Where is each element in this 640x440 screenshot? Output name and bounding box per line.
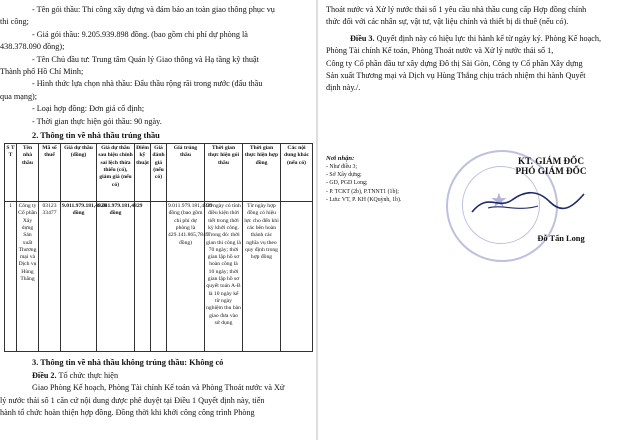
text-line: thức đối với các nhân sự, vật tư, vật liệu chính và thiết bị di thuê (nếu có). bbox=[326, 17, 569, 27]
seal-star-icon: ★ bbox=[490, 190, 508, 212]
section-heading: 3. Thông tin về nhà thầu không trúng thầu: Không có bbox=[32, 358, 224, 368]
col-header-score: Điểm kỹ thuật bbox=[135, 144, 151, 202]
col-header-other: Các nội dung khác (nếu có) bbox=[281, 144, 313, 202]
text-line: - Loại hợp đồng: Đơn giá cố định; bbox=[32, 104, 145, 114]
text-line: thi công; bbox=[0, 17, 29, 27]
text-line: - Hình thức lựa chọn nhà thầu: Đấu thầu rộng rãi trong nước (đấu thầu bbox=[32, 79, 263, 89]
cell-win: 9.011.979.181,4829 đồng (bao gồm chi phí dự phòng là 429.141.865,7849 đồng) bbox=[167, 202, 205, 352]
text-line: Sản xuất Thương mại và Dịch vụ Hùng Thắng chịu trách nhiệm thi hành Quyết bbox=[326, 71, 586, 81]
right-page bbox=[318, 0, 640, 440]
text-line: - Tên Chủ đầu tư: Trung tâm Quản lý Giao thông và Hạ tầng kỹ thuật bbox=[32, 54, 259, 64]
text-line: Giao Phòng Kế hoạch, Phòng Tài chính Kế toán và Phòng Thoát nước và Xử bbox=[32, 383, 285, 393]
col-header-bid: Giá dự thầu (đồng) bbox=[61, 144, 97, 202]
recipient-item: - Lưu: VT, P. KH (KQuỳnh, 1b). bbox=[326, 196, 402, 203]
text-line: lý nước thải số 1 căn cứ nội dung được phê duyệt tại Điều 1 Quyết định này, tiến bbox=[0, 395, 265, 405]
text-line: qua mạng); bbox=[0, 91, 38, 101]
cell-other bbox=[281, 202, 313, 352]
text-line: - Giá gói thầu: 9.205.939.898 đồng. (bao gồm chi phí dự phòng là bbox=[32, 29, 248, 39]
recipient-item: - GD, PGD Long; bbox=[326, 180, 368, 187]
text-line: Công ty Cổ phần đầu tư xây dựng Đô thị Sài Gòn, Công ty Cổ phần Xây dựng bbox=[326, 58, 583, 68]
text-line: - Tên gói thầu: Thi công xây dựng và đảm bảo an toàn giao thông phục vụ bbox=[32, 5, 275, 14]
signature bbox=[468, 182, 588, 222]
cell-adjusted: 9.011.979.181,4829 đồng bbox=[97, 202, 135, 352]
recipient-item: - Sở Xây dựng; bbox=[326, 172, 362, 179]
text-line: Thoát nước và Xử lý nước thải số 1 yêu cầu nhà thầu cung cấp Hợp đồng chính bbox=[326, 5, 587, 14]
winning-bidder-table bbox=[4, 143, 313, 352]
col-header-adjusted: Giá dự thầu sau hiệu chỉnh sai lệch thừa thiếu (có), giảm giá (nếu có) bbox=[97, 144, 135, 202]
cell-eval bbox=[151, 202, 167, 352]
cell-bid: 9.011.979.181,4829 đồng bbox=[61, 202, 97, 352]
text-line: Quyết định này có hiệu lực thi hành kể từ ngày ký. Phòng Kế hoạch, bbox=[376, 33, 602, 43]
article-3-label: Điều 3. bbox=[350, 33, 375, 43]
sign-title-1: KT. GIÁM ĐỐC bbox=[518, 156, 584, 166]
section-heading: 2. Thông tin về nhà thầu trúng thầu bbox=[32, 131, 160, 141]
article-2-heading bbox=[0, 370, 316, 382]
article-2-label: Điều 2. bbox=[32, 371, 57, 381]
article-3-first-line bbox=[326, 33, 636, 45]
text-line: định này./. bbox=[326, 83, 361, 93]
text-line: Phòng Tài chính Kế toán, Phòng Thoát nước và Xử lý nước thải số 1, bbox=[326, 46, 554, 56]
col-header-eval: Giá đánh giá (nếu có) bbox=[151, 144, 167, 202]
col-header-contract-time: Thời gian thực hiện hợp đồng bbox=[243, 144, 281, 202]
recipients-title: Nơi nhận: bbox=[326, 155, 355, 162]
sign-title-2: PHÓ GIÁM ĐỐC bbox=[515, 166, 587, 176]
text-line: 438.378.090 đồng); bbox=[0, 42, 65, 52]
cell-stt: 1 bbox=[5, 202, 17, 352]
recipient-item: - P. TCKT (2b), P.TNNT1 (1b); bbox=[326, 188, 399, 195]
col-header-pkg-time: Thời gian thực hiện gói thầu bbox=[205, 144, 243, 202]
left-page bbox=[0, 0, 317, 440]
cell-score bbox=[135, 202, 151, 352]
sign-block bbox=[486, 156, 616, 176]
recipient-item: - Như điều 3; bbox=[326, 164, 357, 170]
col-header-win: Giá trúng thầu bbox=[167, 144, 205, 202]
cell-contract-time: Từ ngày hợp đồng có hiệu lực cho đến khi các bên hoàn thành các nghĩa vụ theo quy định trong hợp đồng bbox=[243, 202, 281, 352]
article-2-title: Tổ chức thực hiện bbox=[58, 371, 119, 381]
text-line: Thành phố Hồ Chí Minh; bbox=[0, 67, 84, 77]
text-line: hành tổ chức hoàn thiện hợp đồng. Đồng thời khi khởi công công trình Phòng bbox=[0, 408, 255, 418]
cell-tax: 03123 33477 bbox=[39, 202, 61, 352]
col-header-stt: S T T bbox=[5, 144, 17, 202]
cell-name: Công ty Cổ phần Xây dựng Sản xuất Thương mại và Dịch vụ Hùng Thắng bbox=[17, 202, 39, 352]
table-row bbox=[5, 202, 313, 352]
col-header-name: Tên nhà thầu bbox=[17, 144, 39, 202]
cell-pkg-time: 90 ngày có tính điều kiện thời tiết trong thời kỳ khởi công. Trong đó: thời gian thi công là 70 ngày; thời gian lập hồ sơ hoàn công là 10 ngày; thời gian lập hồ sơ quyết toán A-B là 10 ngày kể từ ngày nghiệm thu bàn giao đưa vào sử dụng bbox=[205, 202, 243, 352]
text-line: - Thời gian thực hiện gói thầu: 90 ngày. bbox=[32, 116, 162, 126]
col-header-tax: Mã số thuế bbox=[39, 144, 61, 202]
signer-name: Đỗ Tấn Long bbox=[537, 234, 585, 243]
